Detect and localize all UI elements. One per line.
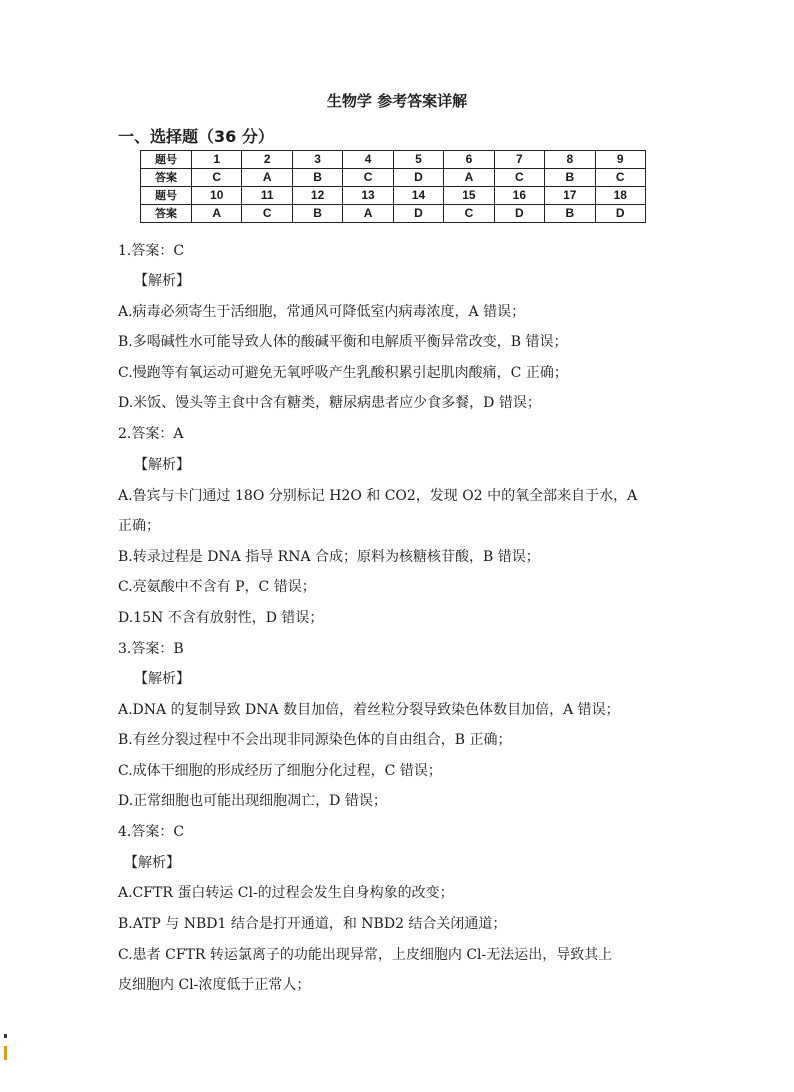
table-cell: B — [292, 205, 342, 223]
text-line: A.鲁宾与卡门通过 18O 分别标记 H2O 和 CO2，发现 O2 中的氧全部来自于水，A — [118, 488, 638, 504]
table-cell: 11 — [242, 187, 292, 205]
table-cell: 17 — [545, 187, 595, 205]
answer-line-2: 2.答案：A — [118, 426, 184, 442]
table-cell: C — [494, 169, 544, 187]
text-line: A.CFTR 蛋白转运 Cl-的过程会发生自身构象的改变； — [118, 885, 454, 901]
text-line: D.正常细胞也可能出现细胞凋亡，D 错误； — [118, 793, 387, 809]
table-cell: C — [192, 169, 242, 187]
table-cell: 题号 — [141, 187, 192, 205]
table-cell: D — [393, 169, 443, 187]
table-cell: 题号 — [141, 151, 192, 169]
table-cell: C — [595, 169, 646, 187]
table-cell: 12 — [292, 187, 342, 205]
table-cell: 13 — [343, 187, 393, 205]
table-cell: 18 — [595, 187, 646, 205]
section-heading: 一、选择题（36 分） — [118, 127, 274, 146]
text-line: A.病毒必须寄生于活细胞，常通风可降低室内病毒浓度，A 错误； — [118, 304, 526, 320]
text-line: D.米饭、馒头等主食中含有糖类，糖尿病患者应少食多餐，D 错误； — [118, 395, 541, 411]
table-cell: A — [343, 205, 393, 223]
text-line: C.患者 CFTR 转运氯离子的功能出现异常，上皮细胞内 Cl-无法运出，导致其上 — [118, 947, 613, 963]
text-line: C.亮氨酸中不含有 P，C 错误； — [118, 579, 316, 595]
analysis-heading: 【解析】 — [134, 273, 190, 289]
text-line: B.ATP 与 NBD1 结合是打开通道，和 NBD2 结合关闭通道； — [118, 916, 507, 932]
text-line: B.多喝碱性水可能导致人体的酸碱平衡和电解质平衡异常改变，B 错误； — [118, 334, 568, 350]
answer-line-4: 4.答案：C — [118, 824, 185, 840]
table-cell: 答案 — [141, 205, 192, 223]
table-cell: D — [595, 205, 646, 223]
table-cell: C — [242, 205, 292, 223]
table-cell: C — [343, 169, 393, 187]
text-line: C.慢跑等有氧运动可避免无氧呼吸产生乳酸积累引起肌肉酸痛，C 正确； — [118, 365, 568, 381]
table-cell: B — [545, 205, 595, 223]
table-cell: A — [242, 169, 292, 187]
table-cell: 答案 — [141, 169, 192, 187]
table-row — [141, 151, 646, 169]
table-cell: 10 — [192, 187, 242, 205]
analysis-heading: 【解析】 — [134, 457, 190, 473]
edge-mark — [4, 1034, 7, 1038]
table-cell: 8 — [545, 151, 595, 169]
answer-line-3: 3.答案：B — [118, 641, 184, 657]
analysis-heading: 【解析】 — [134, 671, 190, 687]
text-line: C.成体干细胞的形成经历了细胞分化过程，C 错误； — [118, 763, 442, 779]
table-cell: 14 — [393, 187, 443, 205]
table-cell: 2 — [242, 151, 292, 169]
text-line: B.转录过程是 DNA 指导 RNA 合成；原料为核糖核苷酸，B 错误； — [118, 549, 540, 565]
table-row — [141, 205, 646, 223]
table-cell: D — [393, 205, 443, 223]
table-cell: 15 — [444, 187, 494, 205]
table-cell: B — [292, 169, 342, 187]
table-cell: D — [494, 205, 544, 223]
answer-line-1: 1.答案：C — [118, 243, 185, 259]
text-line: 正确； — [118, 518, 160, 534]
table-cell: 7 — [494, 151, 544, 169]
text-line: D.15N 不含有放射性，D 错误； — [118, 610, 324, 626]
table-cell: 16 — [494, 187, 544, 205]
table-cell: B — [545, 169, 595, 187]
analysis-heading: 【解析】 — [124, 855, 180, 871]
table-cell: 3 — [292, 151, 342, 169]
table-cell: 6 — [444, 151, 494, 169]
document-title: 生物学 参考答案详解 — [326, 92, 468, 110]
edge-mark — [4, 1046, 7, 1060]
table-cell: C — [444, 205, 494, 223]
table-cell: 5 — [393, 151, 443, 169]
table-row — [141, 187, 646, 205]
table-cell: 4 — [343, 151, 393, 169]
text-line: 皮细胞内 Cl-浓度低于正常人； — [118, 977, 311, 993]
table-row — [141, 169, 646, 187]
table-cell: 9 — [595, 151, 646, 169]
table-cell: A — [444, 169, 494, 187]
table-cell: 1 — [192, 151, 242, 169]
answer-table — [140, 150, 646, 223]
text-line: B.有丝分裂过程中不会出现非同源染色体的自由组合，B 正确； — [118, 732, 512, 748]
text-line: A.DNA 的复制导致 DNA 数目加倍，着丝粒分裂导致染色体数目加倍，A 错误； — [118, 702, 620, 718]
table-cell: A — [192, 205, 242, 223]
